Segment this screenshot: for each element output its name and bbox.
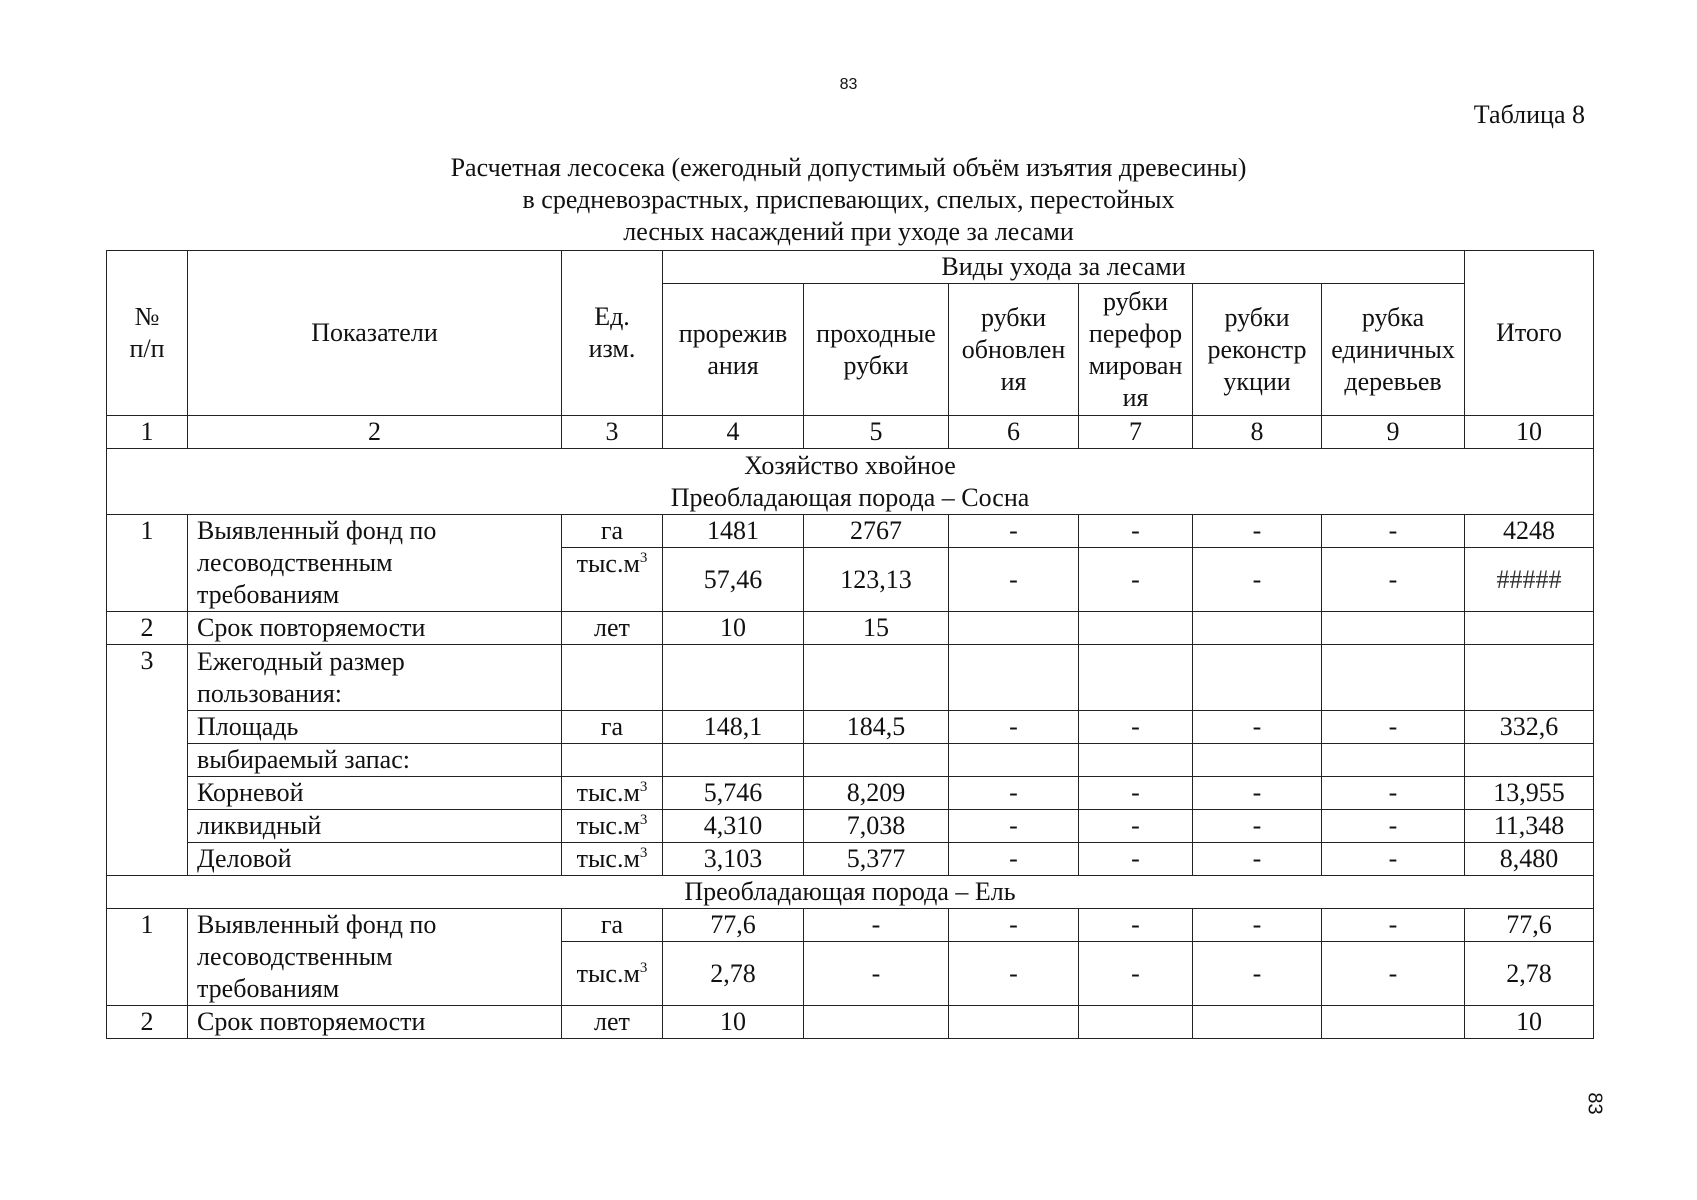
- cell: -: [804, 942, 949, 1006]
- row-unit: лет: [562, 612, 663, 645]
- cell: [1322, 645, 1465, 711]
- cell-total: 11,348: [1465, 810, 1594, 843]
- table-row: [107, 909, 1594, 942]
- row-label-line: Ежегодный размер: [197, 646, 405, 676]
- header-kind-line: проходные: [816, 318, 936, 348]
- cell: 3,103: [663, 843, 804, 876]
- cell: -: [1079, 548, 1193, 612]
- cell: 184,5: [804, 711, 949, 744]
- cell: -: [1079, 810, 1193, 843]
- cell: -: [1079, 909, 1193, 942]
- header-unit-line: изм.: [588, 334, 636, 363]
- page-number-top: 83: [839, 76, 858, 93]
- page-number-side: 83: [1583, 1092, 1606, 1115]
- cell: 2,78: [663, 942, 804, 1006]
- cell: 123,13: [804, 548, 949, 612]
- cell: [1322, 1006, 1465, 1039]
- cell-total: [1465, 612, 1594, 645]
- cell: 148,1: [663, 711, 804, 744]
- cell: -: [1079, 843, 1193, 876]
- cell: 8,209: [804, 777, 949, 810]
- cell: [1193, 1006, 1322, 1039]
- cell: -: [1322, 942, 1465, 1006]
- table-title: [0, 152, 1697, 248]
- row-label: [188, 515, 562, 612]
- cell: 5,377: [804, 843, 949, 876]
- cell: [562, 744, 663, 777]
- header-total: Итого: [1465, 251, 1594, 416]
- header-indicators: Показатели: [188, 251, 562, 416]
- header-kind-line: рубки: [1102, 286, 1169, 316]
- row-unit: [562, 843, 663, 876]
- cell: -: [949, 548, 1079, 612]
- cell: -: [1322, 777, 1465, 810]
- header-kind-line: рубки: [1224, 302, 1290, 332]
- header-kind-line: деревьев: [1344, 366, 1442, 396]
- cell: 15: [804, 612, 949, 645]
- header-num: [107, 251, 188, 416]
- cell: [1465, 645, 1594, 711]
- breed-heading: Преобладающая порода – Ель: [107, 876, 1594, 909]
- header-kind-thinning: [663, 284, 804, 416]
- row-unit: га: [562, 909, 663, 942]
- header-kind-line: ания: [707, 350, 759, 380]
- cell: [1193, 612, 1322, 645]
- title-line: в средневозрастных, приспевающих, спелых, перестойных: [522, 185, 1175, 214]
- cell: [949, 744, 1079, 777]
- cell: -: [1193, 909, 1322, 942]
- cell: [1465, 744, 1594, 777]
- cell: -: [1079, 942, 1193, 1006]
- cell: -: [1193, 777, 1322, 810]
- table-row: [107, 843, 1594, 876]
- row-label: Корневой: [188, 777, 562, 810]
- header-kind-single-trees: [1322, 284, 1465, 416]
- cell-total: 4248: [1465, 515, 1594, 548]
- header-kind-line: перефор: [1088, 318, 1183, 348]
- header-kind-reformation: [1079, 284, 1193, 416]
- header-kind-line: реконстр: [1207, 334, 1307, 364]
- cell: -: [1322, 548, 1465, 612]
- cell: [663, 744, 804, 777]
- header-kind-line: рубки: [843, 350, 909, 380]
- column-number: 10: [1465, 416, 1594, 449]
- column-number-row: [107, 416, 1594, 449]
- cell: -: [949, 777, 1079, 810]
- farm-heading: Хозяйство хвойное: [744, 450, 956, 480]
- cell: -: [1193, 515, 1322, 548]
- row-label-line: требованиям: [197, 580, 340, 609]
- section-heading: [107, 449, 1594, 515]
- header-num-line: п/п: [129, 334, 165, 363]
- row-label: [188, 909, 562, 1006]
- cell: -: [1193, 942, 1322, 1006]
- header-kind-line: мирован: [1088, 350, 1183, 380]
- table-row: [107, 515, 1594, 548]
- row-unit: [562, 777, 663, 810]
- header-kind-passage: [804, 284, 949, 416]
- table-label: Таблица 8: [1473, 100, 1585, 129]
- header-kind-line: обновлен: [961, 334, 1066, 364]
- cell: -: [1322, 515, 1465, 548]
- row-label: выбираемый запас:: [188, 744, 562, 777]
- row-unit: [562, 810, 663, 843]
- unit-exponent: 3: [639, 845, 648, 861]
- cell: -: [1193, 843, 1322, 876]
- unit-exponent: 3: [639, 779, 648, 795]
- cell: -: [949, 711, 1079, 744]
- cell: [949, 645, 1079, 711]
- table-row: [107, 645, 1594, 711]
- row-label-line: Выявленный фонд по: [197, 910, 437, 939]
- cell: [804, 645, 949, 711]
- cell: -: [1193, 810, 1322, 843]
- row-label-line: Выявленный фонд по: [197, 516, 437, 545]
- row-unit: лет: [562, 1006, 663, 1039]
- unit-exponent: 3: [639, 812, 648, 828]
- cell-total: 332,6: [1465, 711, 1594, 744]
- unit-text: тыс.м: [576, 778, 640, 807]
- row-unit: [562, 942, 663, 1006]
- cell: 5,746: [663, 777, 804, 810]
- cell: -: [949, 909, 1079, 942]
- cell: -: [1079, 515, 1193, 548]
- table-row: [107, 612, 1594, 645]
- cell: -: [1079, 711, 1193, 744]
- cell: -: [1193, 548, 1322, 612]
- header-unit-line: Ед.: [594, 302, 630, 331]
- cell: 77,6: [663, 909, 804, 942]
- row-label-line: требованиям: [197, 974, 340, 1003]
- cell: -: [949, 515, 1079, 548]
- unit-exponent: 3: [639, 959, 648, 976]
- section-row: [107, 449, 1594, 515]
- table-row: [107, 810, 1594, 843]
- row-number: 1: [107, 515, 188, 612]
- column-number: 8: [1193, 416, 1322, 449]
- cell-total: 77,6: [1465, 909, 1594, 942]
- cell: -: [1193, 711, 1322, 744]
- header-kind-line: укции: [1223, 366, 1291, 396]
- column-number: 3: [562, 416, 663, 449]
- header-kind-line: ия: [1122, 382, 1149, 412]
- cell-total: 13,955: [1465, 777, 1594, 810]
- row-number: 1: [107, 909, 188, 1006]
- column-number: 5: [804, 416, 949, 449]
- cell: -: [804, 909, 949, 942]
- cell: 1481: [663, 515, 804, 548]
- cutting-area-table: [106, 250, 1594, 1039]
- row-label: Срок повторяемости: [188, 1006, 562, 1039]
- cell: [1322, 612, 1465, 645]
- cell: [1193, 744, 1322, 777]
- cell: [1193, 645, 1322, 711]
- unit-text: тыс.м: [576, 844, 640, 873]
- cell: -: [1322, 909, 1465, 942]
- header-row: [107, 251, 1594, 284]
- cell: -: [949, 810, 1079, 843]
- column-number: 2: [188, 416, 562, 449]
- table-row: [107, 711, 1594, 744]
- breed-heading: Преобладающая порода – Сосна: [670, 482, 1030, 512]
- header-kind-line: единичных: [1331, 334, 1455, 364]
- cell: [1079, 645, 1193, 711]
- row-unit: га: [562, 515, 663, 548]
- unit-text: тыс.м: [576, 811, 640, 840]
- row-label: ликвидный: [188, 810, 562, 843]
- row-unit: га: [562, 711, 663, 744]
- row-number: 2: [107, 612, 188, 645]
- table-row: [107, 744, 1594, 777]
- header-kind-line: рубки: [980, 302, 1047, 332]
- title-line: лесных насаждений при уходе за лесами: [623, 217, 1074, 246]
- header-kind-reconstruction: [1193, 284, 1322, 416]
- row-label-line: лесоводственным: [197, 548, 393, 577]
- cell: 57,46: [663, 548, 804, 612]
- column-number: 1: [107, 416, 188, 449]
- row-number: 2: [107, 1006, 188, 1039]
- row-number: 3: [107, 645, 188, 876]
- cell: [1322, 744, 1465, 777]
- cell-total: 10: [1465, 1006, 1594, 1039]
- cell: [1079, 612, 1193, 645]
- cell: -: [1322, 843, 1465, 876]
- cell-total: 8,480: [1465, 843, 1594, 876]
- title-line: Расчетная лесосека (ежегодный допустимый объём изъятия древесины): [450, 153, 1247, 182]
- column-number: 6: [949, 416, 1079, 449]
- table-row: [107, 1006, 1594, 1039]
- column-number: 4: [663, 416, 804, 449]
- cell: 7,038: [804, 810, 949, 843]
- header-kind-line: прорежив: [678, 318, 788, 348]
- cell: -: [949, 942, 1079, 1006]
- cell: -: [1079, 777, 1193, 810]
- cell: [1079, 1006, 1193, 1039]
- cell: [804, 744, 949, 777]
- table-row: [107, 777, 1594, 810]
- cell: 4,310: [663, 810, 804, 843]
- row-label: Срок повторяемости: [188, 612, 562, 645]
- row-label-line: лесоводственным: [197, 942, 393, 971]
- column-number: 9: [1322, 416, 1465, 449]
- cell: 10: [663, 612, 804, 645]
- cell: [1079, 744, 1193, 777]
- unit-exponent: 3: [639, 550, 648, 566]
- cell: [949, 1006, 1079, 1039]
- header-unit: [562, 251, 663, 416]
- header-num-line: №: [134, 302, 160, 331]
- row-label: Площадь: [188, 711, 562, 744]
- cell: [949, 612, 1079, 645]
- header-kind-renewal: [949, 284, 1079, 416]
- cell: [804, 1006, 949, 1039]
- cell: -: [1322, 810, 1465, 843]
- cell-total: #####: [1465, 548, 1594, 612]
- unit-text: тыс.м: [576, 958, 640, 988]
- section-row: [107, 876, 1594, 909]
- header-group: Виды ухода за лесами: [663, 251, 1465, 284]
- cell: -: [949, 843, 1079, 876]
- row-label: Деловой: [188, 843, 562, 876]
- cell: [562, 645, 663, 711]
- cell: 10: [663, 1006, 804, 1039]
- row-unit: [562, 548, 663, 612]
- row-label: [188, 645, 562, 711]
- cell-total: 2,78: [1465, 942, 1594, 1006]
- header-kind-line: рубка: [1361, 302, 1425, 332]
- header-kind-line: ия: [1000, 366, 1027, 396]
- cell: [663, 645, 804, 711]
- column-number: 7: [1079, 416, 1193, 449]
- row-label-line: пользования:: [197, 678, 343, 708]
- cell: 2767: [804, 515, 949, 548]
- cell: -: [1322, 711, 1465, 744]
- unit-text: тыс.м: [576, 549, 640, 578]
